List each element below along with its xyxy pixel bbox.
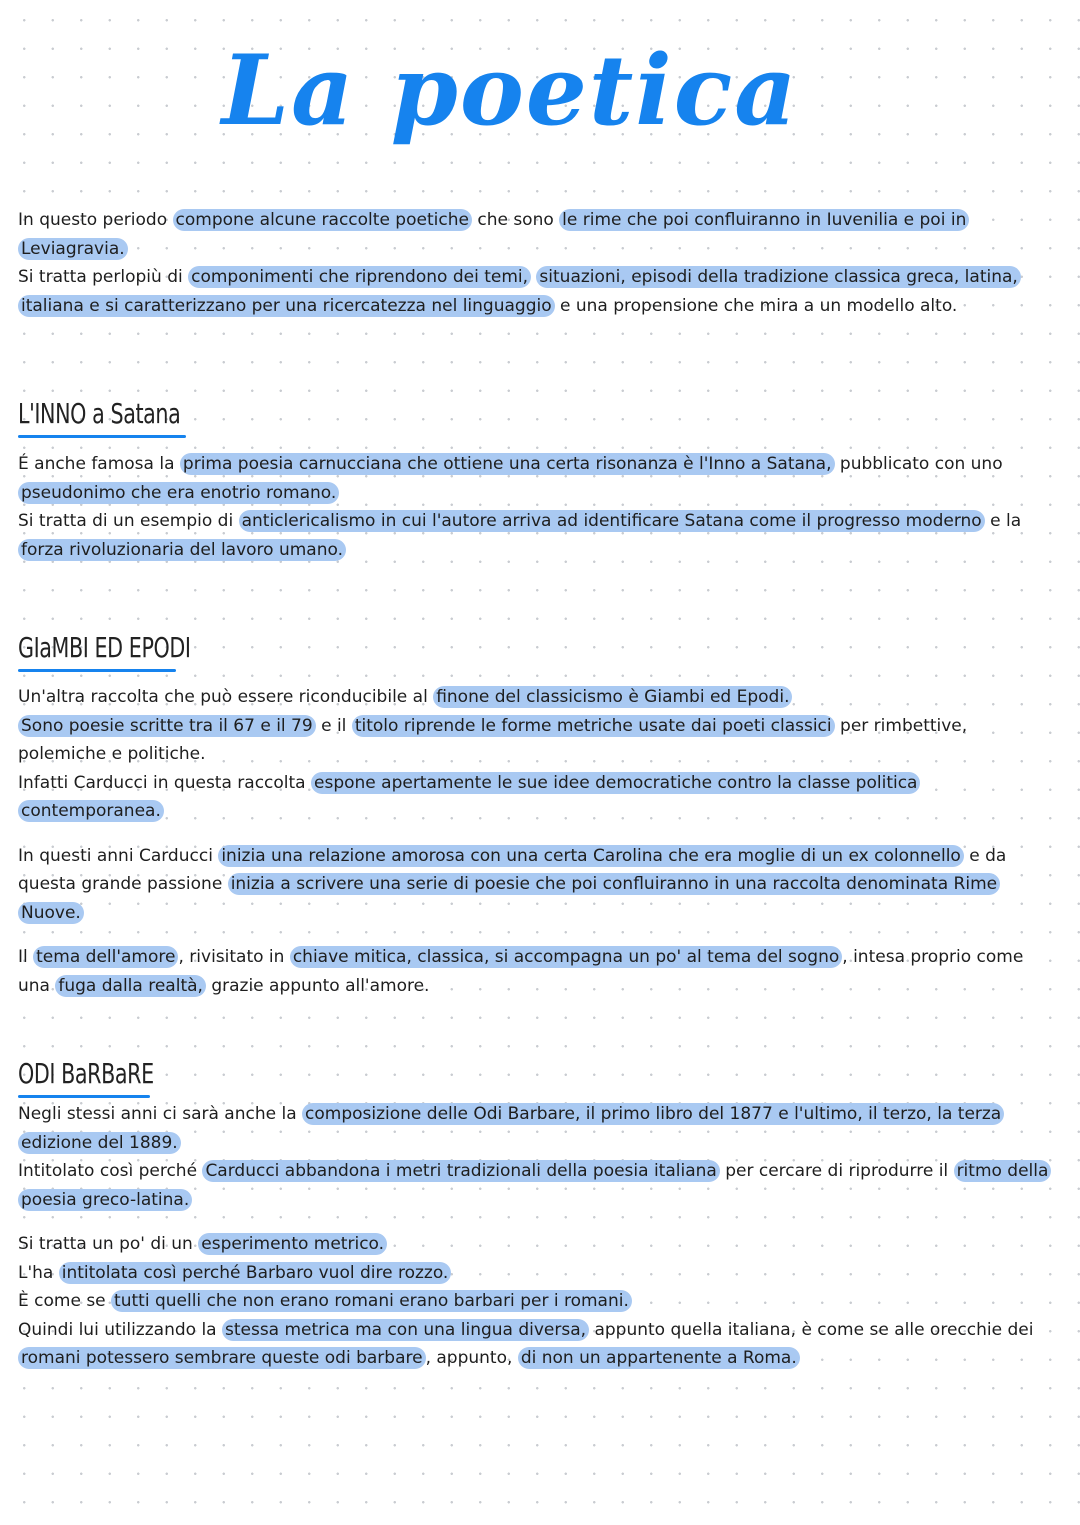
paragraph: Si tratta perlopiù di componimenti che riprendono dei temi, situazioni, episodi della tradizione classica greca, latina, italiana e si caratterizzano per una ricercatezza nel linguaggio e una propensione che mira a un modello alto. (18, 263, 1058, 320)
highlighted-text: pseudonimo che era enotrio romano. (18, 482, 339, 504)
highlighted-text: Carducci abbandona i metri tradizionali della poesia italiana (202, 1160, 719, 1182)
heading-underline (18, 1095, 150, 1098)
intro-section (18, 206, 1058, 320)
paragraph: Si tratta di un esempio di anticlericalismo in cui l'autore arriva ad identificare Satana come il progresso moderno e la forza rivoluzionaria del lavoro umano. (18, 511, 1022, 560)
heading-text: GIaMBI ED EPODI (18, 631, 191, 664)
heading-text: ODI BaRBaRE (18, 1057, 154, 1090)
highlighted-text: di non un appartenente a Roma. (518, 1347, 800, 1369)
paragraph: Quindi lui utilizzando la stessa metrica ma con una lingua diversa, appunto quella italiana, è come se alle orecchie dei romani potessero sembrare queste odi barbare , appunto, di non un appartenente a Roma. (18, 1319, 1034, 1368)
highlighted-text: romani potessero sembrare queste odi barbare (18, 1347, 426, 1369)
page-title: La poetica (221, 34, 799, 147)
highlighted-text: fuga dalla realtà, (55, 975, 206, 997)
highlighted-text: compone alcune raccolte poetiche (173, 209, 472, 231)
highlighted-text: le rime che poi confluiranno in Iuvenilia e poi in Leviagravia. (18, 209, 969, 260)
paragraph: É anche famosa la prima poesia carnucciana che ottiene una certa risonanza è l'Inno a Satana, pubblicato con uno pseudonimo che era enotrio romano. (18, 454, 1003, 503)
paragraph: Intitolato così perché Carducci abbandona i metri tradizionali della poesia italiana per cercare di riprodurre il ritmo della poesia greco-latina. (18, 1157, 1058, 1214)
highlighted-text: situazioni, episodi della tradizione classica greca, latina, italiana e si caratterizzano per una ricercatezza nel linguaggio (18, 266, 1021, 317)
inno-section (18, 450, 1058, 564)
highlighted-text: anticlericalismo in cui l'autore arriva ad identificare Satana come il progresso moderno (239, 510, 985, 532)
highlighted-text: chiave mitica, classica, si accompagna un po' al tema del sogno (290, 946, 842, 968)
section-heading-inno (18, 396, 216, 438)
highlighted-text: tutti quelli che non erano romani erano barbari per i romani. (111, 1290, 632, 1312)
giambi-section (18, 683, 1058, 1000)
paragraph: Il tema dell'amore , rivisitato in chiave mitica, classica, si accompagna un po' al tema del sogno , intesa proprio come una fuga dalla realtà, grazie appunto all'amore. (18, 947, 1024, 996)
paragraph: Sono poesie scritte tra il 67 e il 79 e il titolo riprende le forme metriche usate dai poeti classici per rimbettive, polemiche e politiche. (18, 715, 968, 764)
odi-section (18, 1100, 1058, 1373)
highlighted-text: ritmo della poesia greco-latina. (18, 1160, 1051, 1211)
paragraph: L'ha intitolata così perché Barbaro vuol dire rozzo. (18, 1259, 1058, 1288)
paragraph: In questo periodo compone alcune raccolte poetiche che sono le rime che poi confluiranno in Iuvenilia e poi in Leviagravia. (18, 206, 1058, 263)
paragraph: In questi anni Carducci inizia una relazione amorosa con una certa Carolina che era moglie di un ex colonnello e da questa grande passione inizia a scrivere una serie di poesie che poi confluiranno in una raccolta denominata Rime Nuove. (18, 845, 1007, 923)
heading-text: L'INNO a Satana (18, 397, 181, 430)
highlighted-text: espone apertamente le sue idee democratiche contro la classe politica contemporanea. (18, 772, 920, 823)
paragraph: Si tratta un po' di un esperimento metrico. (18, 1230, 1058, 1259)
highlighted-text: titolo riprende le forme metriche usate dai poeti classici (352, 715, 835, 737)
highlighted-text: esperimento metrico. (198, 1233, 387, 1255)
highlighted-text: inizia a scrivere una serie di poesie che poi confluiranno in una raccolta denominata Rime Nuove. (18, 873, 1000, 924)
highlighted-text: Sono poesie scritte tra il 67 e il 79 (18, 715, 316, 737)
paragraph: Un'altra raccolta che può essere riconducibile al finone del classicismo è Giambi ed Epodi. (18, 683, 1058, 712)
highlighted-text: componimenti che riprendono dei temi, (188, 266, 531, 288)
section-heading-odi (18, 1056, 184, 1098)
highlighted-text: intitolata così perché Barbaro vuol dire rozzo. (59, 1262, 452, 1284)
paragraph: Infatti Carducci in questa raccolta espone apertamente le sue idee democratiche contro la classe politica contemporanea. (18, 769, 1058, 826)
heading-underline (18, 435, 186, 438)
heading-underline (18, 669, 176, 672)
highlighted-text: tema dell'amore (33, 946, 178, 968)
highlighted-text: prima poesia carnucciana che ottiene una certa risonanza è l'Inno a Satana, (180, 453, 835, 475)
highlighted-text: inizia una relazione amorosa con una certa Carolina che era moglie di un ex colonnello (218, 845, 964, 867)
section-heading-giambi (18, 630, 228, 672)
paragraph: È come se tutti quelli che non erano romani erano barbari per i romani. (18, 1287, 1058, 1316)
highlighted-text: stessa metrica ma con una lingua diversa, (222, 1319, 589, 1341)
paragraph: Negli stessi anni ci sarà anche la composizione delle Odi Barbare, il primo libro del 1877 e l'ultimo, il terzo, la terza edizione del 1889. (18, 1100, 1058, 1157)
highlighted-text: composizione delle Odi Barbare, il primo libro del 1877 e l'ultimo, il terzo, la terza edizione del 1889. (18, 1103, 1004, 1154)
highlighted-text: forza rivoluzionaria del lavoro umano. (18, 539, 346, 561)
highlighted-text: finone del classicismo è Giambi ed Epodi. (433, 686, 792, 708)
